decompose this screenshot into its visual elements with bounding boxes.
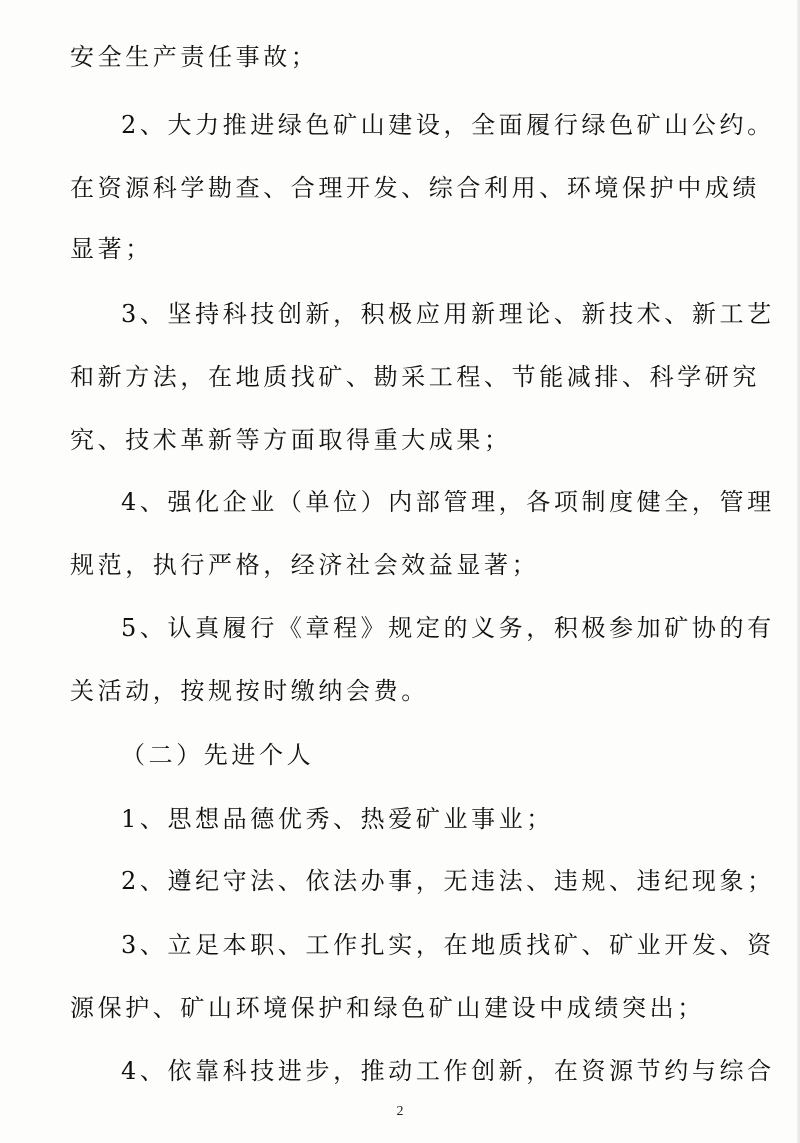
- text-line-7: 究、技术革新等方面取得重大成果；: [70, 426, 512, 454]
- text-line-16: 源保护、矿山环境保护和绿色矿山建设中成绩突出；: [70, 994, 705, 1022]
- text-line-13: 1、思想品德优秀、热爱矿业事业；: [121, 805, 554, 833]
- text-line-4: 显著；: [70, 235, 153, 263]
- text-line-15: 3、立足本职、工作扎实，在地质找矿、矿业开发、资: [121, 931, 775, 959]
- text-line-3: 在资源科学勘查、合理开发、综合利用、环境保护中成绩: [70, 174, 760, 202]
- text-line-10: 5、认真履行《章程》规定的义务，积极参加矿协的有: [121, 614, 775, 642]
- text-line-1: 安全生产责任事故；: [70, 43, 319, 71]
- text-line-9: 规范，执行严格，经济社会效益显著；: [70, 551, 540, 579]
- page-number: 2: [396, 1104, 404, 1119]
- text-line-6: 和新方法，在地质找矿、勘采工程、节能减排、科学研究: [70, 363, 760, 391]
- text-line-2: 2、大力推进绿色矿山建设，全面履行绿色矿山公约。: [121, 111, 775, 139]
- text-line-5: 3、坚持科技创新，积极应用新理论、新技术、新工艺: [121, 300, 775, 328]
- text-line-11: 关活动，按规按时缴纳会费。: [70, 677, 429, 705]
- section-heading: （二）先进个人: [121, 741, 315, 769]
- text-line-8: 4、强化企业（单位）内部管理，各项制度健全，管理: [121, 488, 775, 516]
- text-line-17: 4、依靠科技进步，推动工作创新，在资源节约与综合: [121, 1057, 775, 1085]
- text-line-14: 2、遵纪守法、依法办事，无违法、违规、违纪现象；: [121, 867, 775, 895]
